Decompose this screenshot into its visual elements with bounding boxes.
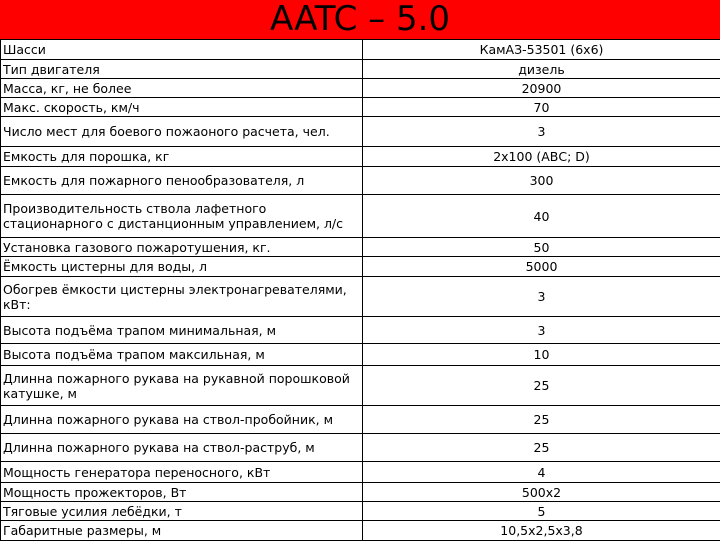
param-cell: Мощность прожекторов, Вт	[1, 483, 363, 502]
value-cell: 2х100 (АВС; D)	[363, 147, 720, 167]
value-cell: 300	[363, 167, 720, 195]
table-row	[1, 317, 720, 344]
value-cell: 3	[363, 117, 720, 147]
table-row	[1, 238, 720, 257]
table-row	[1, 502, 720, 521]
param-cell: Производительность ствола лафетного стационарного с дистанционным управлением, л/с	[1, 195, 363, 238]
table-row	[1, 98, 720, 117]
value-cell: 5	[363, 502, 720, 521]
param-cell: Обогрев ёмкости цистерны электронагревателями, кВт:	[1, 277, 363, 317]
table-row	[1, 483, 720, 502]
table-row	[1, 406, 720, 434]
value-cell: 10,5х2,5х3,8	[363, 521, 720, 541]
table-row	[1, 60, 720, 79]
value-cell: 500х2	[363, 483, 720, 502]
table-row	[1, 195, 720, 238]
value-cell: КамАЗ-53501 (6х6)	[363, 40, 720, 60]
param-cell: Длинна пожарного рукава на рукавной порошковой катушке, м	[1, 366, 363, 406]
table-row	[1, 147, 720, 167]
value-cell: 10	[363, 344, 720, 366]
param-cell: Шасси	[1, 40, 363, 60]
param-cell: Ёмкость цистерны для воды, л	[1, 257, 363, 277]
param-cell: Высота подъёма трапом максильная, м	[1, 344, 363, 366]
param-cell: Тип двигателя	[1, 60, 363, 79]
page-title	[0, 0, 720, 39]
param-cell: Установка газового пожаротушения, кг.	[1, 238, 363, 257]
param-cell: Мощность генератора переносного, кВт	[1, 462, 363, 483]
param-cell: Габаритные размеры, м	[1, 521, 363, 541]
value-cell: 3	[363, 317, 720, 344]
table-row	[1, 79, 720, 98]
title-text: AATC – 5.0	[270, 0, 450, 39]
param-cell: Макс. скорость, км/ч	[1, 98, 363, 117]
table-row	[1, 117, 720, 147]
param-cell: Масса, кг, не более	[1, 79, 363, 98]
table-row	[1, 344, 720, 366]
value-cell: 70	[363, 98, 720, 117]
specs-table	[0, 39, 720, 541]
value-cell: 20900	[363, 79, 720, 98]
value-cell: 25	[363, 366, 720, 406]
param-cell: Емкость для пожарного пенообразователя, л	[1, 167, 363, 195]
table-row	[1, 434, 720, 462]
param-cell: Длинна пожарного рукава на ствол-раструб, м	[1, 434, 363, 462]
value-cell: 5000	[363, 257, 720, 277]
value-cell: 40	[363, 195, 720, 238]
value-cell: 50	[363, 238, 720, 257]
value-cell: дизель	[363, 60, 720, 79]
param-cell: Высота подъёма трапом минимальная, м	[1, 317, 363, 344]
table-row	[1, 462, 720, 483]
table-row	[1, 521, 720, 541]
value-cell: 25	[363, 406, 720, 434]
value-cell: 25	[363, 434, 720, 462]
table-row	[1, 257, 720, 277]
table-row	[1, 40, 720, 60]
param-cell: Длинна пожарного рукава на ствол-пробойник, м	[1, 406, 363, 434]
value-cell: 3	[363, 277, 720, 317]
param-cell: Емкость для порошка, кг	[1, 147, 363, 167]
table-row	[1, 366, 720, 406]
param-cell: Тяговые усилия лебёдки, т	[1, 502, 363, 521]
value-cell: 4	[363, 462, 720, 483]
param-cell: Число мест для боевого пожаоного расчета, чел.	[1, 117, 363, 147]
table-row	[1, 167, 720, 195]
table-row	[1, 277, 720, 317]
